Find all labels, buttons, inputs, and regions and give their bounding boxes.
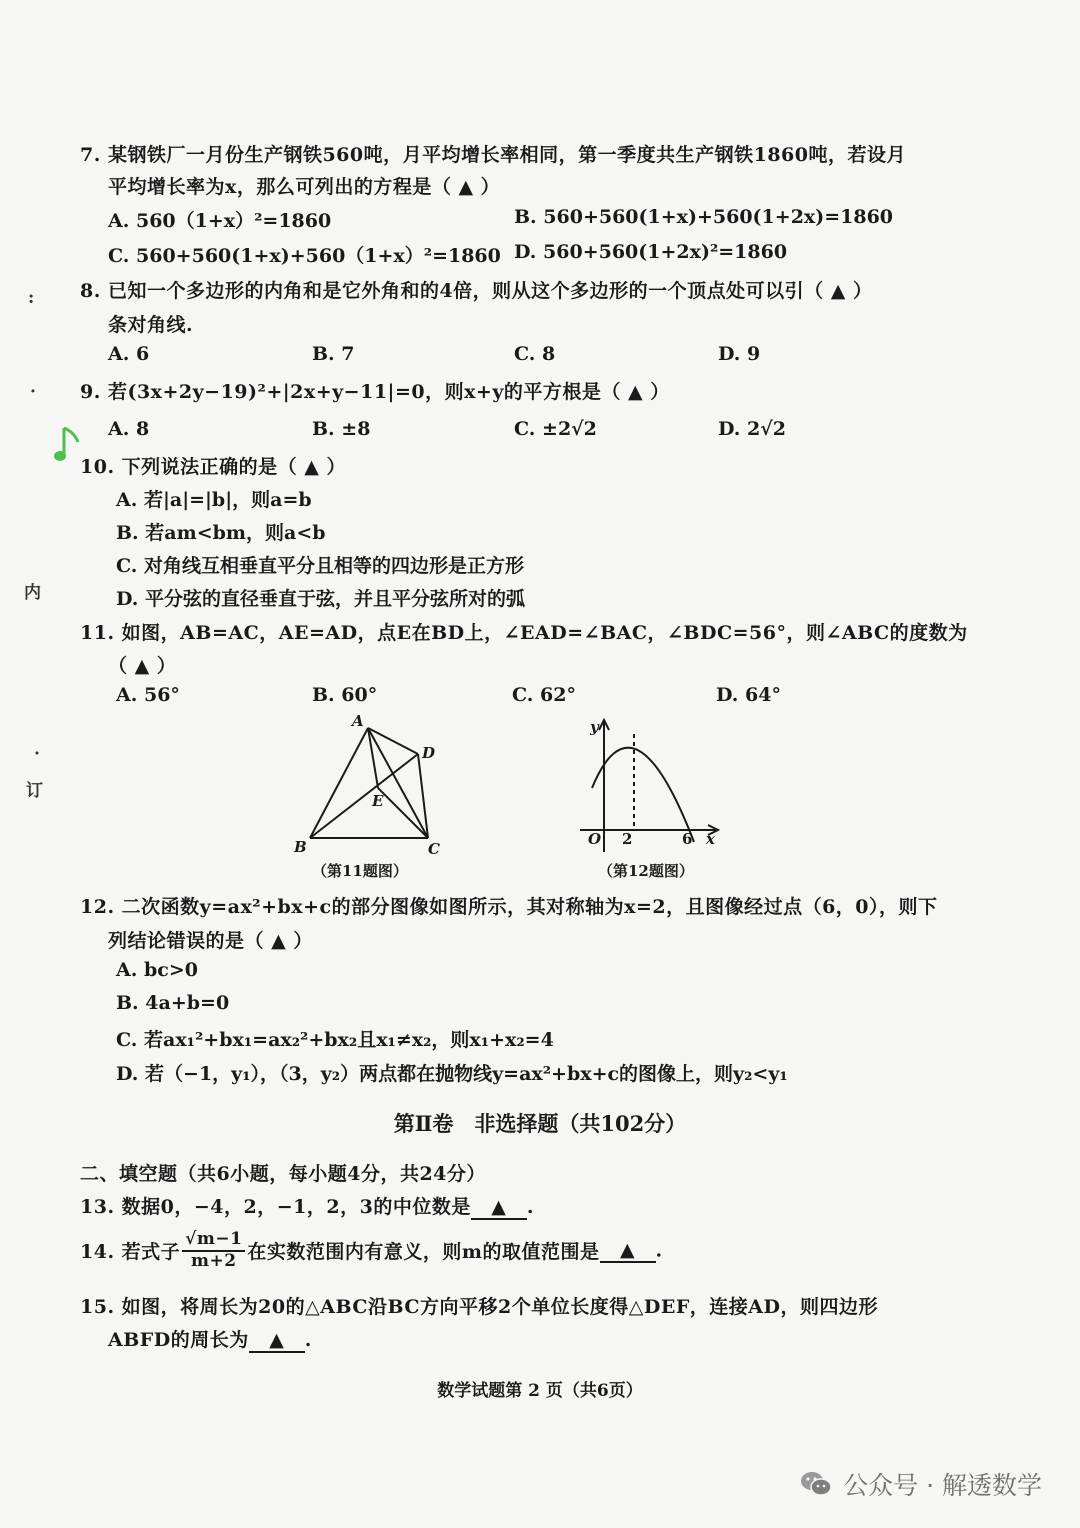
fig12-label-o: O xyxy=(588,830,602,848)
q14-line xyxy=(80,1230,663,1271)
q13-line xyxy=(80,1192,534,1220)
q14-answer-blank[interactable]: ▲ xyxy=(600,1239,656,1263)
fig11-caption: （第11题图） xyxy=(312,862,408,880)
q7-option-b: B. 560+560(1+x)+560(1+2x)=1860 xyxy=(514,206,894,228)
q7-option-a: A. 560（1+x）²=1860 xyxy=(108,210,332,232)
q14-numerator: √m−1 xyxy=(182,1230,245,1252)
q11-option-d: D. 64° xyxy=(716,684,781,706)
q13-answer-blank[interactable]: ▲ xyxy=(471,1196,527,1220)
fig11-label-b: B xyxy=(294,838,307,856)
q9-option-c: C. ±2√2 xyxy=(514,418,597,440)
watermark-text: 公众号 · 解透数学 xyxy=(843,1471,1042,1500)
q12-line1: 12. 二次函数y=ax²+bx+c的部分图像如图所示，其对称轴为x=2，且图像经过点（6，0），则下 xyxy=(80,896,938,918)
wechat-icon xyxy=(799,1470,833,1498)
q10-option-b: B. 若am<bm，则a<b xyxy=(116,522,326,544)
q10-option-c: C. 对角线互相垂直平分且相等的四边形是正方形 xyxy=(116,555,525,577)
page-footer: 数学试题第 2 页（共6页） xyxy=(437,1381,643,1401)
q10-line1: 10. 下列说法正确的是（ ▲ ） xyxy=(80,456,347,478)
q8-option-d: D. 9 xyxy=(718,343,761,365)
music-note-icon xyxy=(52,424,82,466)
watermark xyxy=(799,1466,1042,1502)
q12-option-c: C. 若ax₁²+bx₁=ax₂²+bx₂且x₁≠x₂，则x₁+x₂=4 xyxy=(116,1029,554,1051)
fig11-label-c: C xyxy=(428,840,440,858)
q12-line2: 列结论错误的是（ ▲ ） xyxy=(108,930,313,952)
margin-mark-ding: 订 xyxy=(26,781,43,801)
section-2-title: 第Ⅱ卷 非选择题（共102分） xyxy=(393,1111,687,1136)
margin-dot-1: : xyxy=(28,288,35,308)
q7-line2: 平均增长率为x，那么可列出的方程是（ ▲ ） xyxy=(108,176,501,198)
q11-option-a: A. 56° xyxy=(116,684,180,706)
fig11-label-d: D xyxy=(422,744,436,762)
figure-11-triangle xyxy=(290,712,450,860)
q14-denominator: m+2 xyxy=(191,1250,237,1271)
fig11-segment-ec xyxy=(378,788,428,838)
q15-line2 xyxy=(108,1325,312,1353)
q7-line1: 7. 某钢铁厂一月份生产钢铁560吨，月平均增长率相同，第一季度共生产钢铁1860吨，若设月 xyxy=(80,144,906,166)
q12-option-d: D. 若（−1，y₁），（3，y₂）两点都在抛物线y=ax²+bx+c的图像上，则y₂<y₁ xyxy=(116,1063,788,1085)
q14-fraction xyxy=(182,1230,245,1271)
fig12-parabola-curve xyxy=(592,748,694,842)
q14-end: . xyxy=(655,1239,663,1262)
q9-option-d: D. 2√2 xyxy=(718,418,786,440)
q14-pre: 14. 若式子 xyxy=(80,1241,181,1264)
q11-line1: 11. 如图，AB=AC，AE=AD，点E在BD上，∠EAD=∠BAC，∠BDC=56°，则∠ABC的度数为 xyxy=(80,622,968,644)
q12-option-a: A. bc>0 xyxy=(116,959,198,981)
q7-option-d: D. 560+560(1+2x)²=1860 xyxy=(514,241,788,263)
q8-option-a: A. 6 xyxy=(108,343,150,365)
q15-line1: 15. 如图，将周长为20的△ABC沿BC方向平移2个单位长度得△DEF，连接AD，则四边形 xyxy=(80,1296,879,1318)
q14-post: 在实数范围内有意义，则m的取值范围是 xyxy=(247,1241,600,1264)
q12-option-b: B. 4a+b=0 xyxy=(116,992,230,1014)
q9-line1: 9. 若(3x+2y−19)²+|2x+y−11|=0，则x+y的平方根是（ ▲ ） xyxy=(80,381,670,403)
fig11-label-e: E xyxy=(372,792,384,810)
fig12-label-y: y xyxy=(590,718,599,736)
q13-end: . xyxy=(526,1196,534,1218)
q13-text: 13. 数据0，−4，2，−1，2，3的中位数是 xyxy=(80,1196,471,1218)
margin-dot-3: · xyxy=(34,744,40,764)
q11-option-b: B. 60° xyxy=(312,684,378,706)
q10-option-a: A. 若|a|=|b|，则a=b xyxy=(116,489,312,511)
q15-line2-text: ABFD的周长为 xyxy=(108,1329,249,1351)
fig12-label-x: x xyxy=(706,830,715,848)
q8-option-b: B. 7 xyxy=(312,343,355,365)
q8-option-c: C. 8 xyxy=(514,343,556,365)
q9-option-a: A. 8 xyxy=(108,418,150,440)
margin-mark-nei: 内 xyxy=(24,583,41,603)
q11-line2: （ ▲ ） xyxy=(108,655,177,677)
fig11-segment-bd xyxy=(310,754,418,838)
fig11-segment-dc xyxy=(418,754,428,838)
q15-answer-blank[interactable]: ▲ xyxy=(249,1329,305,1353)
q11-option-c: C. 62° xyxy=(512,684,576,706)
q7-option-c: C. 560+560(1+x)+560（1+x）²=1860 xyxy=(108,245,501,267)
figure-12-parabola xyxy=(576,712,732,860)
q10-option-d: D. 平分弦的直径垂直于弦，并且平分弦所对的弧 xyxy=(116,588,526,610)
fig12-caption: （第12题图） xyxy=(598,862,694,880)
fig11-segment-ab xyxy=(310,728,368,838)
fig11-label-a: A xyxy=(352,712,364,730)
q15-end: . xyxy=(304,1329,312,1351)
q9-option-b: B. ±8 xyxy=(312,418,371,440)
margin-dot-2: · xyxy=(30,382,36,402)
fig12-label-2: 2 xyxy=(622,830,633,848)
q8-line1: 8. 已知一个多边形的内角和是它外角和的4倍，则从这个多边形的一个顶点处可以引（ ▲ ） xyxy=(80,280,873,302)
fill-in-section-heading: 二、填空题（共6小题，每小题4分，共24分） xyxy=(80,1163,486,1185)
fig12-label-6: 6 xyxy=(682,830,693,848)
q8-line2: 条对角线. xyxy=(108,314,194,336)
